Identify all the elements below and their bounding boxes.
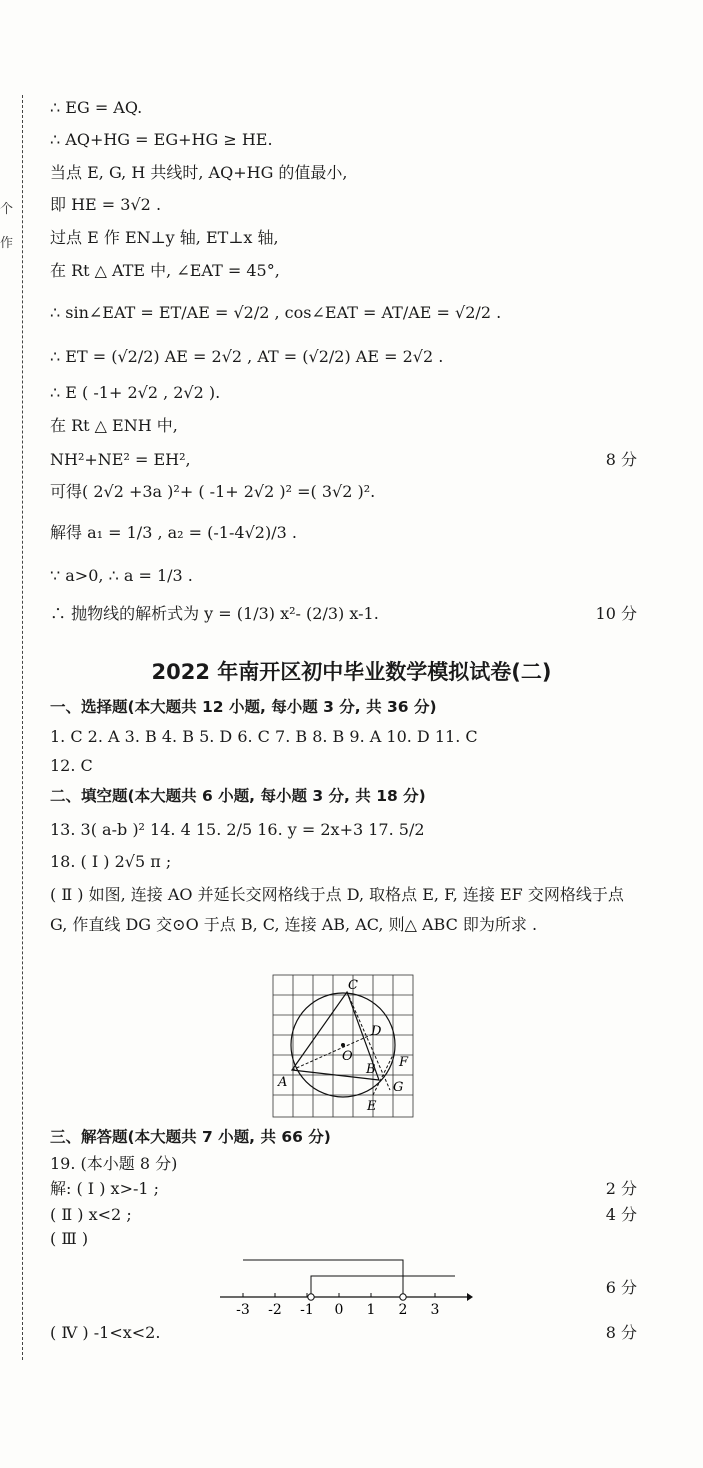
binding-dashed-line [22,95,23,1360]
q19-part4: ( Ⅳ ) -1<x<2. [50,1323,161,1342]
label-a: A [278,1075,288,1090]
q19-part3: ( Ⅲ ) [50,1229,89,1248]
label-e: E [367,1099,377,1114]
label-g: G [393,1080,404,1095]
solution-line: ∴ E ( -1+ 2√2 , 2√2 ). [50,383,221,402]
solution-line: 在 Rt △ ATE 中, ∠EAT = 45°, [50,261,280,280]
exam-title: 2022 年南开区初中毕业数学模拟试卷(二) [151,660,552,684]
margin-mark: 个 [0,202,14,217]
axis-arrow [467,1293,473,1301]
tick-label: -3 [236,1302,250,1318]
solution-line: ∴ 抛物线的解析式为 y = (1/3) x²- (2/3) x-1. [50,604,379,623]
solution-line: ∵ a>0, ∴ a = 1/3 . [50,566,193,585]
solution-line: 过点 E 作 EN⊥y 轴, ET⊥x 轴, [50,228,279,247]
fill-answers: 13. 3( a-b )² 14. 4 15. 2/5 16. y = 2x+3 17. 5/2 [50,820,425,839]
solution-line: 即 HE = 3√2 . [50,195,162,214]
range-line-x-gt-neg1 [311,1276,455,1297]
q19-part2: ( Ⅱ ) x<2 ; [50,1205,132,1224]
section-heading-fill: 二、填空题(本大题共 6 小题, 每小题 3 分, 共 18 分) [50,787,426,805]
open-point-neg1 [308,1294,314,1300]
solution-line: ∴ EG = AQ. [50,98,143,117]
score-mark: 8 分 [605,450,637,469]
q18-part2: ( Ⅱ ) 如图, 连接 AO 并延长交网格线于点 D, 取格点 E, F, 连接 EF 交网格线于点 G, 作直线 DG 交⊙O 于点 B, C, 连接 AB, AC, 则△ ABC 即为所求 . [50,885,624,934]
open-point-2 [400,1294,406,1300]
range-line-x-lt-2 [243,1260,403,1297]
tick-label: 1 [366,1302,376,1318]
score-mark: 6 分 [605,1278,637,1297]
score-mark: 8 分 [605,1323,637,1342]
label-o: O [342,1049,353,1064]
label-c: C [348,978,358,993]
solution-line: 可得( 2√2 +3a )²+ ( -1+ 2√2 )² =( 3√2 )². [50,482,376,501]
solution-line: NH²+NE² = EH², [50,450,191,469]
solution-line: 当点 E, G, H 共线时, AQ+HG 的值最小, [50,163,348,182]
section-heading-solve: 三、解答题(本大题共 7 小题, 共 66 分) [50,1128,331,1146]
label-b: B [366,1062,376,1077]
tick-label: 3 [430,1302,440,1318]
solution-line: ∴ sin∠EAT = ET/AE = √2/2 , cos∠EAT = AT/AE = √2/2 . [50,303,502,322]
score-mark: 10 分 [595,604,637,623]
number-line [215,1252,475,1322]
solution-line: 解得 a₁ = 1/3 , a₂ = (-1-4√2)/3 . [50,523,297,542]
geometry-figure [272,974,416,1120]
q18-part1: 18. ( Ⅰ ) 2√5 π ; [50,852,172,871]
q19-heading: 19. (本小题 8 分) [50,1154,178,1173]
solution-line: 在 Rt △ ENH 中, [50,416,178,435]
section-heading-choice: 一、选择题(本大题共 12 小题, 每小题 3 分, 共 36 分) [50,698,437,716]
margin-mark: 作 [0,236,14,251]
choice-answers: 1. C 2. A 3. B 4. B 5. D 6. C 7. B 8. B 9. A 10. D 11. C [50,727,478,746]
tick-label: -1 [300,1302,314,1318]
solution-line: ∴ AQ+HG = EG+HG ≥ HE. [50,130,273,149]
label-d: D [371,1024,382,1039]
tick-label: -2 [268,1302,282,1318]
score-mark: 4 分 [605,1205,637,1224]
solution-line: ∴ ET = (√2/2) AE = 2√2 , AT = (√2/2) AE = 2√2 . [50,347,444,366]
tick-label: 2 [398,1302,408,1318]
q19-part1: 解: ( Ⅰ ) x>-1 ; [50,1179,160,1198]
tick-label: 0 [334,1302,344,1318]
label-f: F [399,1055,409,1070]
center-point [341,1043,345,1047]
choice-answers: 12. C [50,756,93,775]
score-mark: 2 分 [605,1179,637,1198]
